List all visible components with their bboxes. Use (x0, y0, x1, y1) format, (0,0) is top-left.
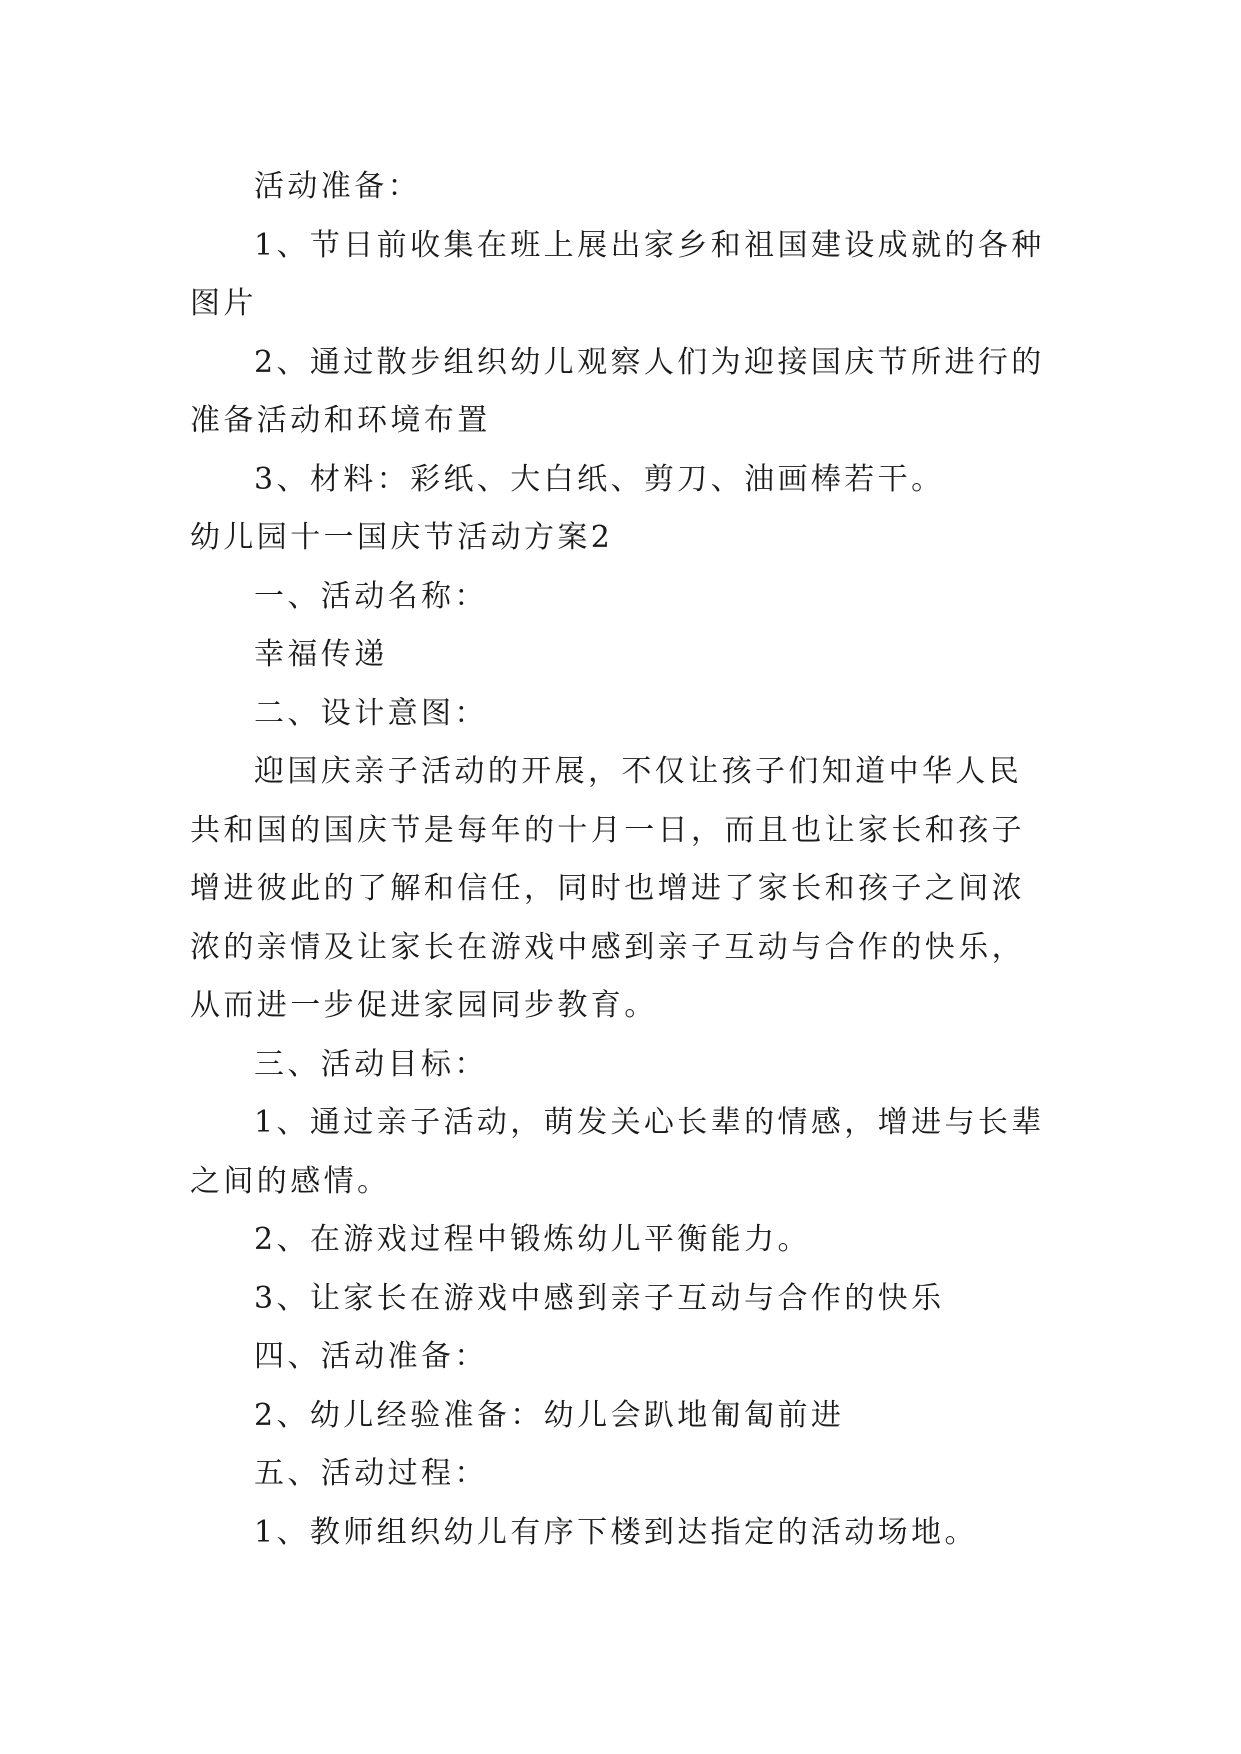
paragraph-child-experience-prep: 2、幼儿经验准备：幼儿会趴地匍匐前进 (254, 1397, 845, 1433)
paragraph-prep-item-2: 2、通过散步组织幼儿观察人们为迎接国庆节所进行的准备活动和环境布置 (190, 344, 1045, 438)
paragraph-prep-item-1: 1、节日前收集在班上展出家乡和祖国建设成就的各种图片 (190, 227, 1045, 321)
paragraph-goal-2: 2、在游戏过程中锻炼幼儿平衡能力。 (254, 1222, 811, 1257)
paragraph-activity-name: 幸福传递 (254, 637, 388, 672)
paragraph-activity-goals-heading: 三、活动目标： (254, 1046, 488, 1082)
paragraph-goal-1: 1、通过亲子活动，萌发关心长辈的情感，增进与长辈之间的感情。 (190, 1105, 1045, 1199)
paragraph-design-intent: 迎国庆亲子活动的开展，不仅让孩子们知道中华人民共和国的国庆节是每年的十月一日，而且也让家长和孩子增进彼此的了解和信任，同时也增进了家长和孩子之间浓浓的亲情及让家长在游戏中感到亲子互动与合作的快乐，从而进一步促进家园同步教育。 (190, 754, 1025, 1023)
paragraph-goal-3: 3、让家长在游戏中感到亲子互动与合作的快乐 (254, 1280, 945, 1316)
paragraph-activity-name-heading: 一、活动名称： (254, 578, 488, 614)
paragraph-process-step-1: 1、教师组织幼儿有序下楼到达指定的活动场地。 (254, 1514, 978, 1550)
document-body (190, 158, 1055, 1562)
paragraph-activity-prep-heading: 四、活动准备： (254, 1339, 488, 1374)
paragraph-design-intent-heading: 二、设计意图： (254, 695, 488, 731)
paragraph-activity-preparation-heading: 活动准备： (254, 169, 421, 204)
paragraph-activity-process-heading: 五、活动过程： (254, 1456, 488, 1491)
paragraph-prep-item-3: 3、材料：彩纸、大白纸、剪刀、油画棒若干。 (254, 461, 945, 497)
section-title-plan-2: 幼儿园十一国庆节活动方案2 (190, 520, 614, 555)
